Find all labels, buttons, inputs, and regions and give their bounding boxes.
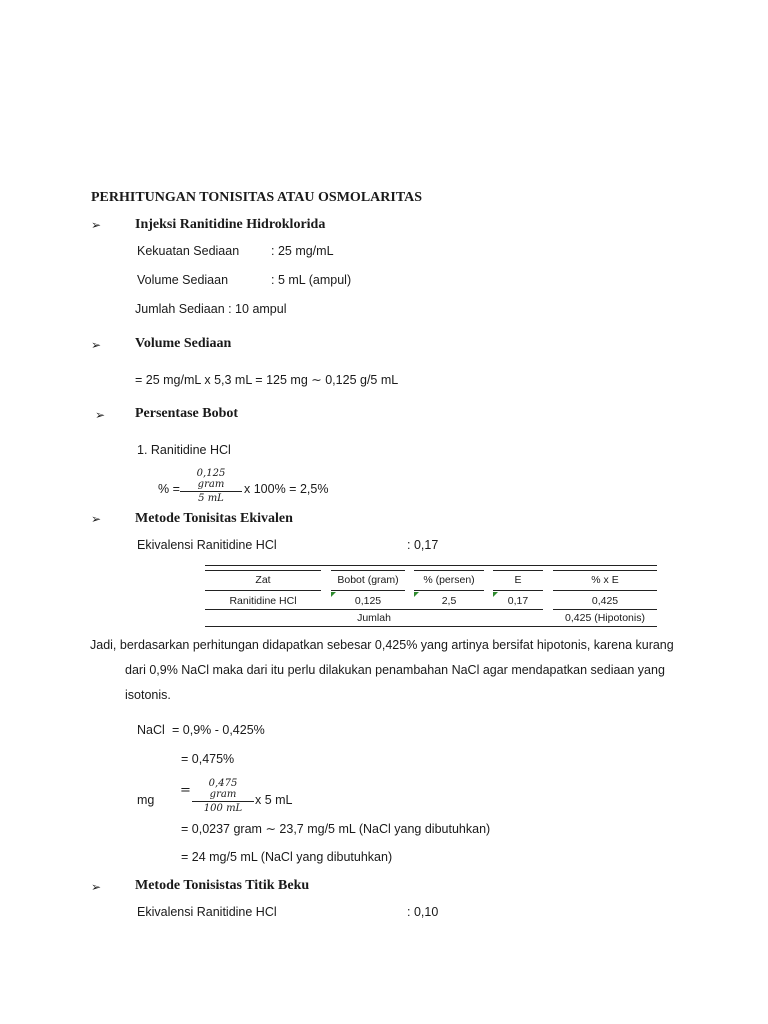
nacl-needed [181,821,490,836]
table-cell: Ranitidine HCl [229,595,297,607]
approx-icon: ∼ [265,821,276,836]
nacl-label: NaCl [137,723,165,737]
table-cell: 0,425 [591,595,619,607]
volume-formula-right: 0,125 g/5 mL [325,373,399,387]
table-rule [414,570,484,571]
table-rule [331,570,405,571]
section-heading-volume: Volume Sediaan [135,336,232,351]
percent-prefix: % = [158,482,180,496]
percent-fraction [180,468,242,504]
volume-value: : 5 mL (ampul) [271,273,352,287]
fraction-denominator: 5 mL [198,493,224,504]
table-total-value: 0,425 (Hipotonis) [565,612,645,624]
ekivalensi-label: Ekivalensi Ranitidine HCl [137,538,277,552]
bullet-arrow-icon: ➢ [91,338,102,352]
table-rule [205,590,321,591]
volume-formula [135,372,398,387]
mg-equals: = [180,783,191,798]
section-heading-injeksi: Injeksi Ranitidine Hidroklorida [135,217,326,232]
conclusion-line: dari 0,9% NaCl maka dari itu perlu dilakukan penambahan NaCl agar mendapatkan sediaan yang [125,663,665,677]
table-rule [205,609,543,610]
nacl-needed-rounded: = 24 mg/5 mL (NaCl yang dibutuhkan) [181,850,393,864]
bullet-arrow-icon: ➢ [91,512,102,526]
conclusion-line: isotonis. [125,688,171,702]
table-top-rule [205,565,657,566]
kekuatan-label: Kekuatan Sediaan [137,244,240,258]
bullet-arrow-icon: ➢ [91,880,102,894]
table-total-label: Jumlah [357,612,391,624]
table-rule [414,590,484,591]
fraction-numerator: 0,475 gram [208,778,238,800]
mg-suffix: x 5 mL [255,793,293,807]
table-header-cell: Bobot (gram) [337,574,399,586]
conclusion-line: Jadi, berdasarkan perhitungan didapatkan sebesar 0,425% yang artinya bersifat hipotonis, karena kurang [90,638,674,652]
table-rule [493,590,543,591]
table-rule [553,590,657,591]
table-header-cell: E [514,574,522,586]
fraction-numerator: 0,125 gram [196,468,226,490]
jumlah-sediaan: Jumlah Sediaan : 10 ampul [135,302,287,316]
nacl-needed-mg: 23,7 mg/5 mL (NaCl yang dibutuhkan) [279,822,491,836]
nacl-result: = 0,475% [181,752,235,766]
mg-label: mg [137,793,155,807]
item-ranitidine: 1. Ranitidine HCl [137,443,231,457]
percent-suffix: x 100% = 2,5% [244,482,329,496]
fraction-bar [180,491,242,492]
table-cell: 2,5 [441,595,457,607]
table-rule [493,570,543,571]
section-heading-ekivalen: Metode Tonisitas Ekivalen [135,511,293,526]
table-bottom-rule [205,626,657,627]
volume-formula-left: = 25 mg/mL x 5,3 mL = 125 mg [135,373,308,387]
ekivalensi-value: : 0,17 [407,538,439,552]
fraction-denominator: 100 mL [203,803,243,814]
table-rule [331,590,405,591]
fraction-bar [192,801,254,802]
ekivalensi-value: : 0,10 [407,905,439,919]
table-header-cell: Zat [255,574,271,586]
approx-icon: ∼ [311,372,322,387]
bullet-arrow-icon: ➢ [91,218,102,232]
section-heading-persentase: Persentase Bobot [135,406,239,421]
kekuatan-value: : 25 mg/mL [271,244,334,258]
table-header-cell: % (persen) [423,574,475,586]
ekivalensi-label: Ekivalensi Ranitidine HCl [137,905,277,919]
table-header-cell: % x E [591,574,619,586]
nacl-needed-gram: = 0,0237 gram [181,822,262,836]
page-title: PERHITUNGAN TONISITAS ATAU OSMOLARITAS [91,190,423,205]
section-heading-titik-beku: Metode Tonisistas Titik Beku [135,878,310,893]
table-cell: 0,17 [507,595,529,607]
table-cell: 0,125 [354,595,382,607]
volume-label: Volume Sediaan [137,273,229,287]
bullet-arrow-icon: ➢ [95,408,106,422]
nacl-equation: = 0,9% - 0,425% [172,723,265,737]
table-rule [553,609,657,610]
mg-fraction [192,778,254,814]
table-rule [553,570,657,571]
table-rule [205,570,321,571]
